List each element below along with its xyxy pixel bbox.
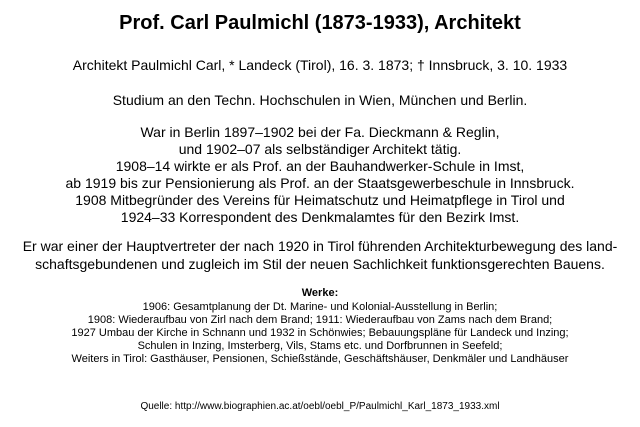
source-citation: Quelle: http://www.biographien.ac.at/oebl/oebl_P/Paulmichl_Karl_1873_1933.xml <box>140 401 500 412</box>
works-line: Weiters in Tirol: Gasthäuser, Pensionen, Schießstände, Geschäftshäuser, Denkmäler und Landhäuser <box>71 353 569 365</box>
career-line: 1924–33 Korrespondent des Denkmalamtes für den Bezirk Imst. <box>120 209 520 225</box>
significance-line: schaftsgebundenen und zugleich im Stil der neuen Sachlichkeit funktionsgerechten Bauens. <box>35 256 605 272</box>
career-line: und 1902–07 als selbständiger Architekt tätig. <box>178 141 462 157</box>
intro-line: Architekt Paulmichl Carl, * Landeck (Tirol), 16. 3. 1873; † Innsbruck, 3. 10. 1933 <box>72 57 568 73</box>
significance-line: Er war einer der Hauptvertreter der nach 1920 in Tirol führenden Architekturbewegung des land- <box>22 238 618 254</box>
works-line: 1906: Gesamtplanung der Dt. Marine- und Kolonial-Ausstellung in Berlin; <box>142 301 498 313</box>
works-line: 1927 Umbau der Kirche in Schnann und 1932 in Schönwies; Bebauungspläne für Landeck und Inzing; <box>71 327 569 339</box>
career-line: War in Berlin 1897–1902 bei der Fa. Dieckmann & Reglin, <box>140 124 500 140</box>
career-line: ab 1919 bis zur Pensionierung als Prof. an der Staatsgewerbeschule in Innsbruck. <box>65 175 575 191</box>
works-line: 1908: Wiederaufbau von Zirl nach dem Brand; 1911: Wiederaufbau von Zams nach dem Brand; <box>87 314 553 326</box>
document-title: Prof. Carl Paulmichl (1873-1933), Architekt <box>119 12 521 34</box>
works-heading: Werke: <box>301 287 339 299</box>
career-line: 1908 Mitbegründer des Vereins für Heimatschutz und Heimatpflege in Tirol und <box>75 192 565 208</box>
career-line: 1908–14 wirkte er als Prof. an der Bauhandwerker-Schule in Imst, <box>115 158 525 174</box>
studies-line: Studium an den Techn. Hochschulen in Wien, München und Berlin. <box>112 92 528 108</box>
works-line: Schulen in Inzing, Imsterberg, Vils, Stams etc. und Dorfbrunnen in Seefeld; <box>137 340 503 352</box>
